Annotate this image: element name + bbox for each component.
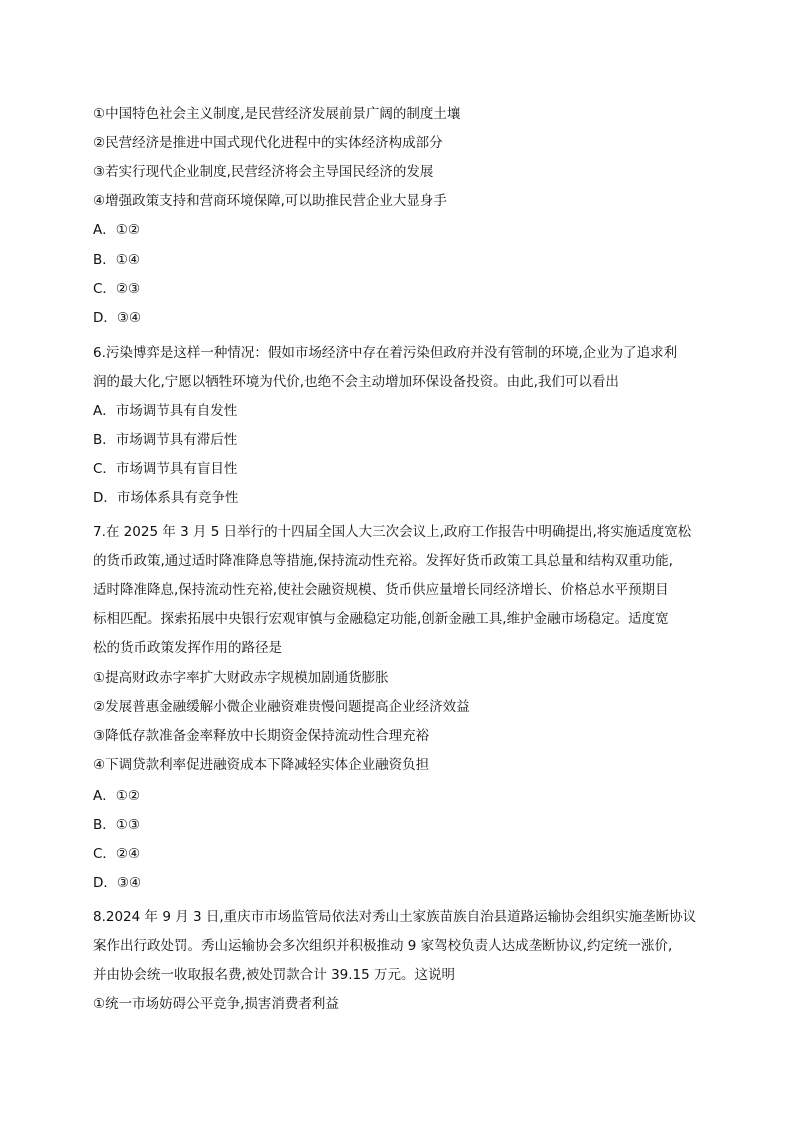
q5-option-b: B．①④ xyxy=(93,252,140,268)
q5-option-d: D．③④ xyxy=(93,310,142,326)
q5-option-a: A．①② xyxy=(93,222,140,238)
q8-stem-line-1: 8.2024 年 9 月 3 日,重庆市市场监管局依法对秀山土家族苗族自治县道路运输协会组织实施垄断协议 xyxy=(93,909,697,925)
q5-statement-3: ③若实行现代企业制度,民营经济将会主导国民经济的发展 xyxy=(93,164,434,180)
q7-stem-line-2: 的货币政策,通过适时降准降息等措施,保持流动性充裕。发挥好货币政策工具总量和结构双重功能, xyxy=(93,553,673,569)
q5-statement-2: ②民营经济是推进中国式现代化进程中的实体经济构成部分 xyxy=(93,135,443,151)
q7-statement-1: ①提高财政赤字率扩大财政赤字规模加剧通货膨胀 xyxy=(93,670,389,686)
q7-stem-line-4: 标相匹配。探索拓展中央银行宏观审慎与金融稳定功能,创新金融工具,维护金融市场稳定。适度宽 xyxy=(93,611,669,627)
q5-option-c: C．②③ xyxy=(93,281,141,297)
q7-option-a: A．①② xyxy=(93,788,140,804)
q6-stem-line-1: 6.污染博弈是这样一种情况：假如市场经济中存在着污染但政府并没有管制的环境,企业为了追求利 xyxy=(93,345,678,361)
q6-option-c: C．市场调节具有盲目性 xyxy=(93,461,238,477)
q7-stem-line-5: 松的货币政策发挥作用的路径是 xyxy=(93,640,282,656)
q7-stem-line-3: 适时降准降息,保持流动性充裕,使社会融资规模、货币供应量增长同经济增长、价格总水平预期目 xyxy=(93,582,669,598)
q7-statement-3: ③降低存款准备金率释放中长期资金保持流动性合理充裕 xyxy=(93,728,430,744)
q6-option-b: B．市场调节具有滞后性 xyxy=(93,432,238,448)
q5-statement-1: ①中国特色社会主义制度,是民营经济发展前景广阔的制度土壤 xyxy=(93,106,461,122)
q7-option-c: C．②④ xyxy=(93,846,141,862)
q8-stem-line-3: 并由协会统一收取报名费,被处罚款合计 39.15 万元。这说明 xyxy=(93,967,456,983)
q6-stem-line-2: 润的最大化,宁愿以牺牲环境为代价,也绝不会主动增加环保设备投资。由此,我们可以看出 xyxy=(93,374,619,390)
q7-statement-4: ④下调贷款利率促进融资成本下降减轻实体企业融资负担 xyxy=(93,757,430,773)
q6-option-a: A．市场调节具有自发性 xyxy=(93,403,238,419)
q8-statement-1: ①统一市场妨碍公平竞争,损害消费者利益 xyxy=(93,996,339,1012)
q5-statement-4: ④增强政策支持和营商环境保障,可以助推民营企业大显身手 xyxy=(93,193,447,209)
q7-stem-line-1: 7.在 2025 年 3 月 5 日举行的十四届全国人大三次会议上,政府工作报告中明确提出,将实施适度宽松 xyxy=(93,524,692,540)
q7-option-d: D．③④ xyxy=(93,875,142,891)
q7-option-b: B．①③ xyxy=(93,817,140,833)
q6-option-d: D．市场体系具有竞争性 xyxy=(93,490,239,506)
q7-statement-2: ②发展普惠金融缓解小微企业融资难贵慢问题提高企业经济效益 xyxy=(93,699,470,715)
q8-stem-line-2: 案作出行政处罚。秀山运输协会多次组织并积极推动 9 家驾校负责人达成垄断协议,约定统一涨价, xyxy=(93,938,673,954)
